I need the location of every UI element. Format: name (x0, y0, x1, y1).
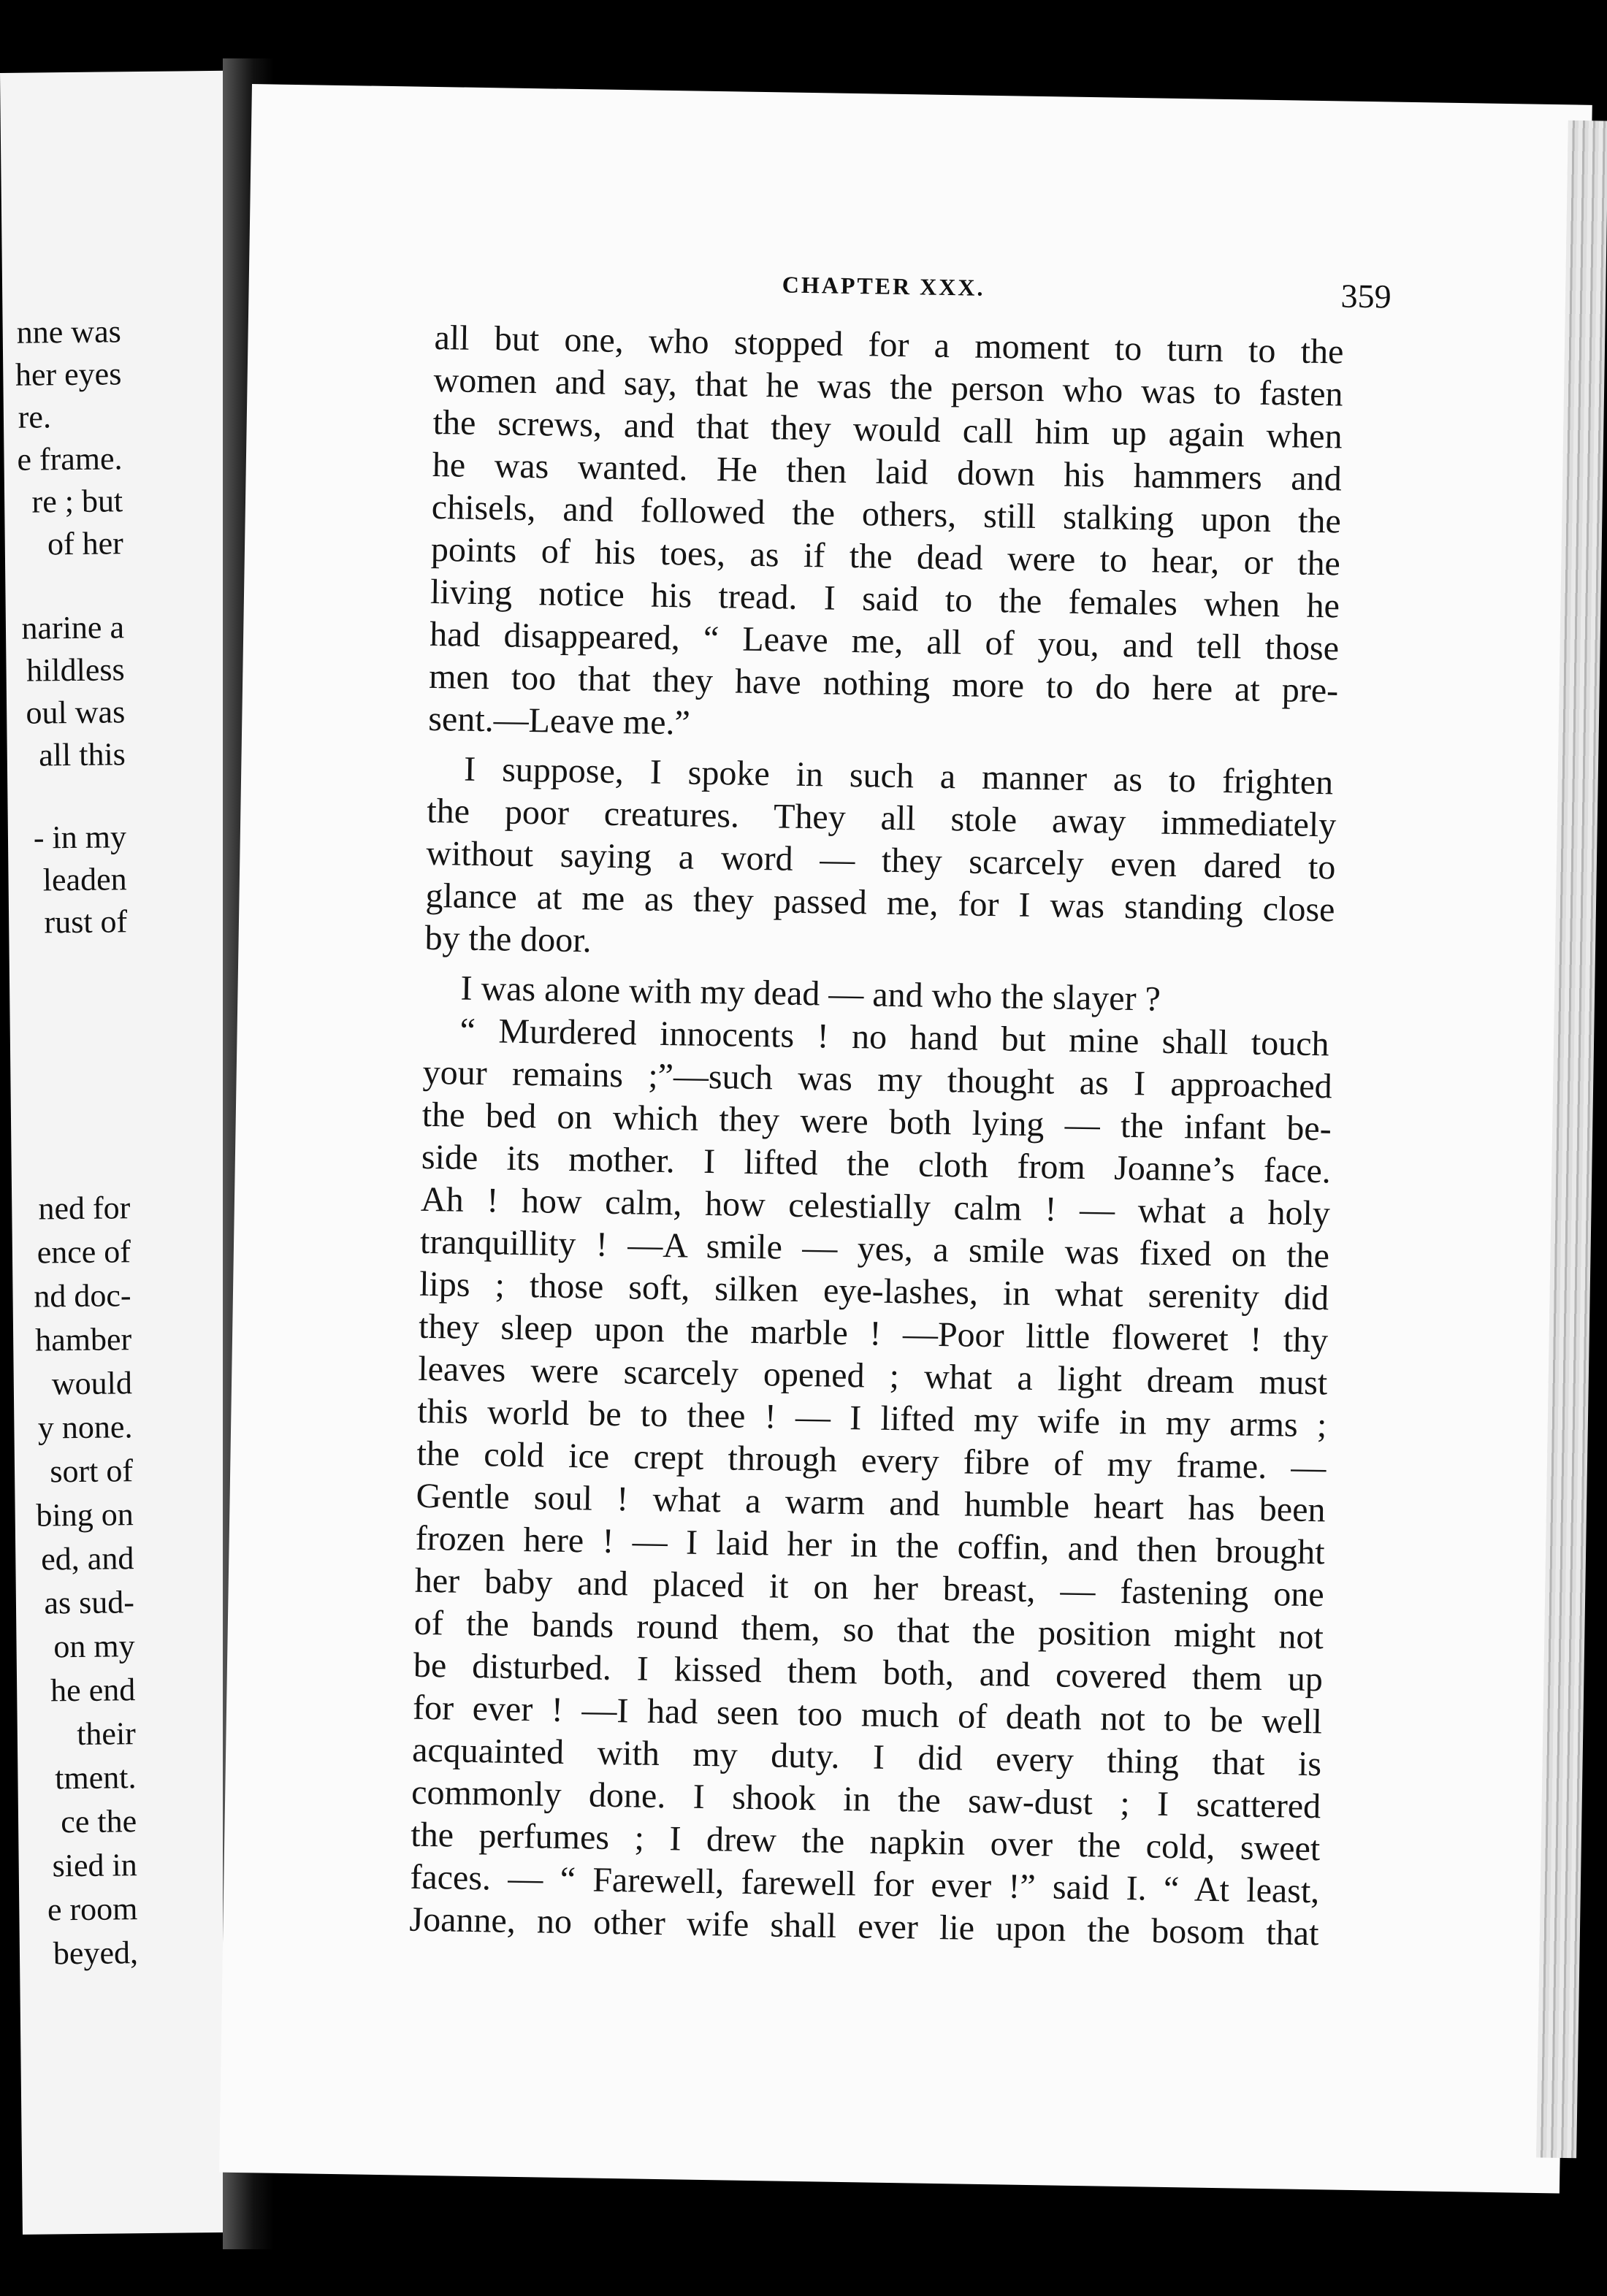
text-line: he was wanted. He then laid down his hammers and (432, 445, 1343, 499)
left-line-fragment: ed, and (40, 1540, 134, 1577)
text-line: tranquillity ! —A smile — yes, a smile was fixed on the (419, 1222, 1330, 1276)
text-line: Joanne, no other wife shall ever lie upon the bosom that (409, 1899, 1319, 1953)
left-line-fragment: narine a (21, 609, 125, 646)
running-head: CHAPTER XXX. (782, 271, 985, 301)
left-line-fragment: re ; but (31, 483, 123, 520)
left-line-fragment: beyed, (53, 1935, 139, 1972)
text-line: men too that they have nothing more to do here at pre- (428, 657, 1339, 711)
left-line-fragment: hildless (26, 651, 125, 689)
text-line: “ Murdered innocents ! no hand but mine shall touch (459, 1011, 1329, 1064)
text-line: commonly done. I shook in the saw-dust ; I scattered (411, 1772, 1321, 1826)
text-line: the screws, and that they would call him up again when (432, 402, 1343, 456)
left-line-fragment: sied in (52, 1847, 137, 1884)
left-line-fragment: sort of (50, 1453, 134, 1490)
left-line-fragment: - in my (33, 819, 127, 856)
text-line: points of his toes, as if the dead were to hear, or the (430, 529, 1341, 583)
left-line-fragment: he end (50, 1672, 136, 1709)
left-line-fragment: all this (38, 736, 126, 773)
left-line-fragment: her eyes (15, 356, 122, 393)
text-line: sent.—Leave me.” (427, 699, 691, 743)
text-line: acquainted with my duty. I did every thing that is (411, 1730, 1322, 1784)
text-line: they sleep upon the marble ! —Poor little floweret ! thy (418, 1306, 1329, 1361)
text-line: lips ; those soft, silken eye-lashes, in what serenity did (419, 1264, 1329, 1318)
left-line-fragment: their (76, 1715, 137, 1753)
text-line: by the door. (424, 918, 592, 960)
text-line: the poor creatures. They all stole away immediately (426, 791, 1337, 845)
text-line: women and say, that he was the person who was to fasten (433, 360, 1343, 414)
left-line-fragment: e frame. (17, 440, 123, 478)
left-line-fragment: nd doc- (34, 1277, 131, 1315)
left-line-fragment: tment. (54, 1759, 137, 1796)
text-line: without saying a word — they scarcely even dared to (426, 833, 1336, 887)
left-line-fragment: leaden (42, 861, 127, 898)
text-line: the cold ice crept through every fibre of my frame. — (416, 1434, 1327, 1488)
text-line: for ever ! —I had seen too much of death not to be well (412, 1688, 1323, 1742)
left-line-fragment: ence of (37, 1233, 131, 1271)
left-line-fragment: rust of (44, 903, 128, 941)
text-line: chisels, and followed the others, still stalking upon the (431, 487, 1342, 541)
left-line-fragment: bing on (36, 1496, 134, 1534)
left-page (0, 71, 256, 2235)
text-line: glance at me as they passed me, for I was standing close (425, 876, 1335, 930)
left-line-fragment: hamber (34, 1321, 132, 1358)
left-line-fragment: re. (18, 399, 52, 435)
text-line: the bed on which they were both lying — the infant be- (421, 1095, 1332, 1149)
text-line: leaves were scarcely opened ; what a light dream must (417, 1349, 1328, 1403)
page-number: 359 (1340, 277, 1392, 315)
text-line: her baby and placed it on her breast, — fastening one (414, 1561, 1325, 1615)
left-line-fragment: would (51, 1365, 133, 1402)
text-line: be disturbed. I kissed them both, and covered them up (413, 1645, 1324, 1699)
text-line: this world be to thee ! — I lifted my wife in my arms ; (417, 1391, 1327, 1445)
left-line-fragment: as sud- (44, 1584, 135, 1621)
text-line: I was alone with my dead — and who the slayer ? (460, 968, 1161, 1019)
text-line: had disappeared, “ Leave me, all of you, and tell those (429, 614, 1340, 668)
text-line: all but one, who stopped for a moment to turn to the (434, 318, 1344, 372)
left-line-fragment: y none. (37, 1409, 133, 1446)
text-line: your remains ;”—such was my thought as I approached (422, 1052, 1333, 1106)
text-line: of the bands round them, so that the position might not (413, 1603, 1324, 1657)
text-line: Ah ! how calm, how celestially calm ! — what a holy (420, 1179, 1331, 1233)
left-line-fragment: of her (47, 525, 124, 562)
right-page (219, 84, 1592, 2193)
left-line-fragment: on my (53, 1628, 135, 1665)
text-line: I suppose, I spoke in such a manner as to frighten (463, 749, 1334, 803)
text-line: faces. — “ Farewell, farewell for ever !” said I. “ At least, (410, 1857, 1320, 1911)
text-line: frozen here ! — I laid her in the coffin, and then brought (415, 1518, 1326, 1572)
left-line-fragment: nne was (16, 313, 121, 351)
text-line: Gentle soul ! what a warm and humble heart has been (416, 1476, 1326, 1530)
left-line-fragment: ned for (38, 1190, 131, 1227)
left-line-fragment: oul was (26, 694, 126, 731)
text-line: the perfumes ; I drew the napkin over the cold, sweet (410, 1815, 1321, 1869)
left-line-fragment: ce the (61, 1803, 137, 1840)
left-line-fragment: e room (47, 1891, 138, 1928)
text-line: side its mother. I lifted the cloth from Joanne’s face. (421, 1137, 1332, 1191)
text-line: living notice his tread. I said to the females when he (430, 572, 1340, 626)
